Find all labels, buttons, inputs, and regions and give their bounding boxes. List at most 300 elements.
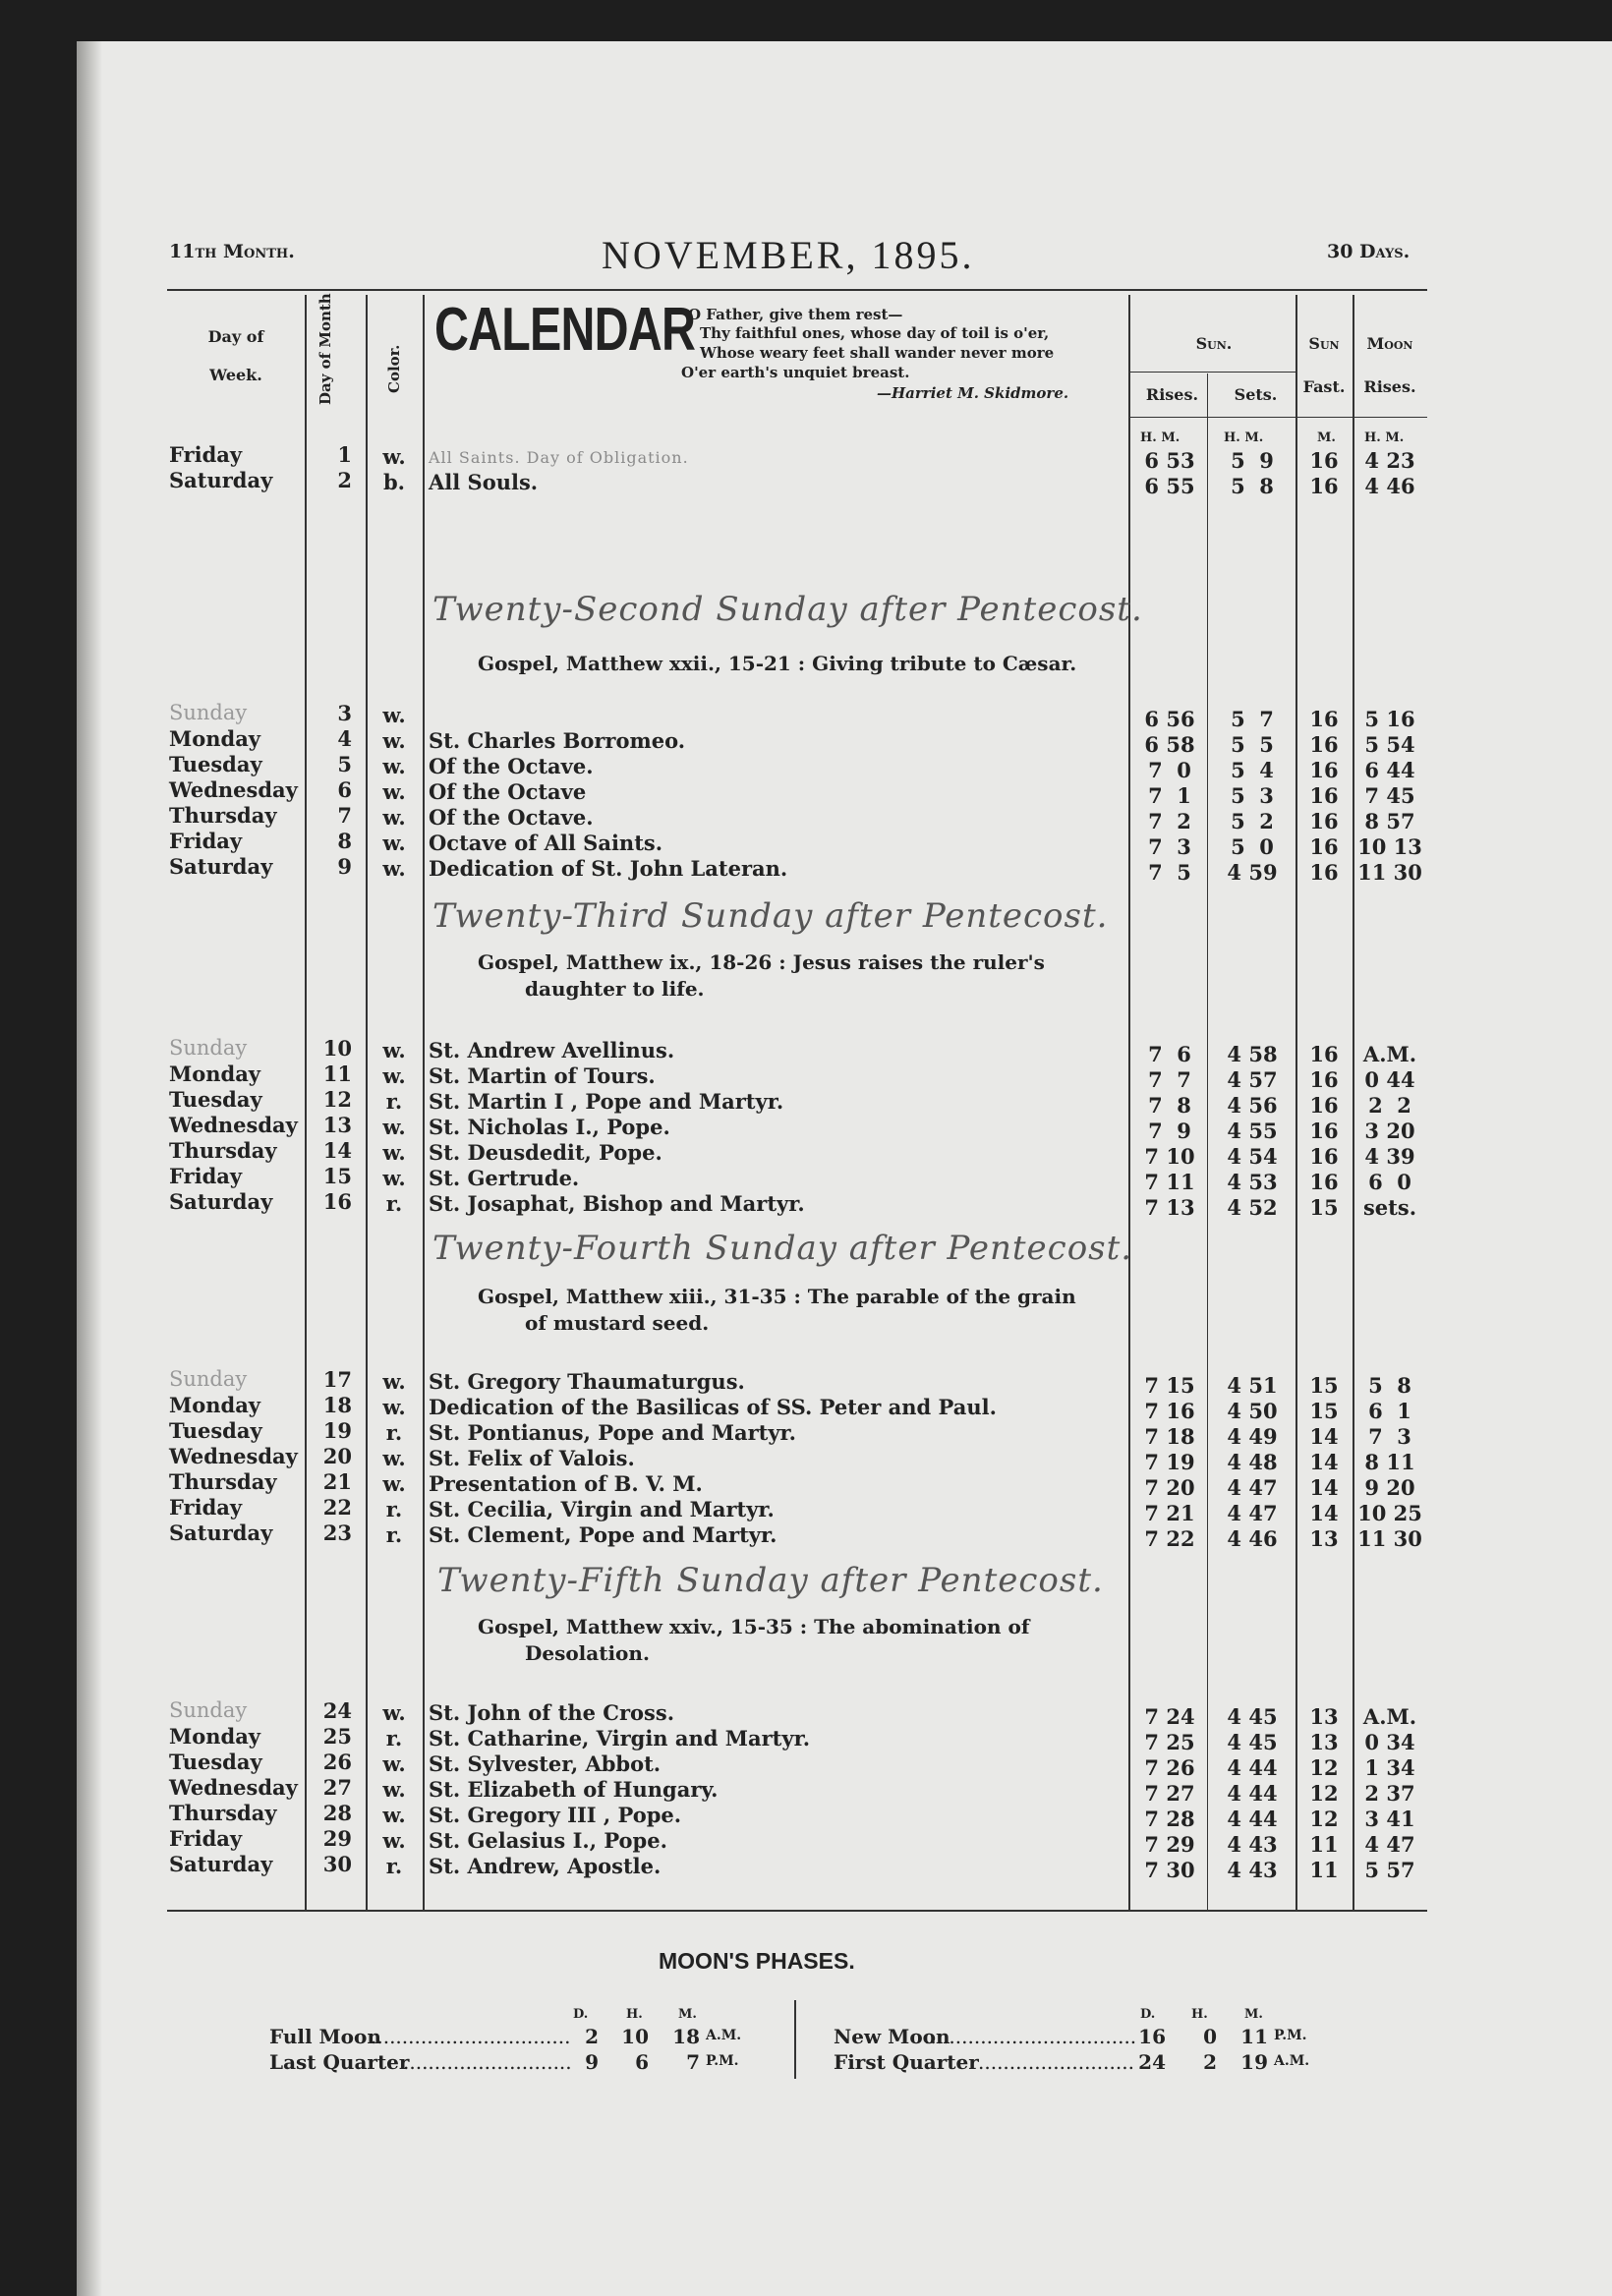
moonrise-cell: 5 57 [1364, 1858, 1415, 1882]
sun-fast-cell: 12 [1309, 1807, 1339, 1831]
sun-fast-cell: 11 [1309, 1832, 1339, 1857]
moonrise-cell: 0 34 [1364, 1730, 1415, 1754]
sunrise-cell: 6 58 [1144, 732, 1195, 757]
header-rule [167, 289, 1427, 291]
feast-cell: St. Andrew Avellinus. [429, 1038, 675, 1062]
moonrise-cell: 10 13 [1357, 834, 1422, 859]
phase-day: 2 [585, 2025, 599, 2048]
sunset-cell: 5 2 [1231, 809, 1274, 833]
feast-cell: St. Gertrude. [429, 1166, 580, 1190]
color-cell: w. [382, 856, 406, 881]
sunday-title: Twenty-Fourth Sunday after Pentecost. [432, 1229, 1133, 1268]
phases-divider [794, 2000, 796, 2079]
sunset-cell: 5 3 [1231, 783, 1274, 808]
sun-fast-cell: 16 [1309, 834, 1339, 859]
gospel-line: Gospel, Matthew xiii., 31-35 : The parable of the grain [478, 1285, 1076, 1308]
day-of-month-cell: 25 [322, 1724, 352, 1749]
color-cell: w. [382, 1803, 406, 1827]
units-fast: M. [1317, 430, 1336, 445]
gospel-line: Gospel, Matthew xxii., 15-21 : Giving tribute to Cæsar. [478, 652, 1077, 675]
col-sun-sets: Sets. [1234, 385, 1278, 404]
sun-fast-cell: 12 [1309, 1755, 1339, 1780]
weekday-cell: Thursday [169, 1469, 277, 1494]
phases-col-h-right: H. [1191, 2007, 1208, 2022]
sunrise-cell: 6 55 [1144, 474, 1195, 498]
month-number: 11th Month. [169, 241, 295, 262]
color-cell: w. [382, 728, 406, 753]
sun-fast-cell: 16 [1309, 1144, 1339, 1169]
units-moon: H. M. [1364, 430, 1405, 445]
moonrise-cell: 4 46 [1364, 474, 1415, 498]
color-cell: w. [382, 703, 406, 727]
feast-cell: Of the Octave. [429, 805, 594, 830]
col-moon-line2: Rises. [1363, 377, 1416, 396]
sunrise-cell: 7 26 [1144, 1755, 1195, 1780]
feast-cell: St. Martin I , Pope and Martyr. [429, 1089, 784, 1114]
sun-fast-cell: 16 [1309, 1067, 1339, 1092]
phases-col-d-left: D. [573, 2007, 589, 2022]
weekday-cell: Wednesday [169, 1444, 298, 1468]
sun-fast-cell: 16 [1309, 1170, 1339, 1194]
day-of-month-cell: 2 [337, 468, 352, 492]
moonrise-cell: 2 37 [1364, 1781, 1415, 1806]
weekday-cell: Wednesday [169, 1113, 298, 1137]
day-of-month-cell: 24 [322, 1698, 352, 1723]
col-day-of-week-line2: Week. [209, 366, 262, 384]
sunset-cell: 4 44 [1227, 1807, 1278, 1831]
sun-fast-cell: 16 [1309, 707, 1339, 731]
weekday-cell: Thursday [169, 1801, 277, 1825]
leader-dots: ......................... [978, 2050, 1134, 2074]
sun-fast-cell: 16 [1309, 448, 1339, 473]
day-of-month-cell: 6 [337, 777, 352, 802]
sunset-cell: 4 52 [1227, 1195, 1278, 1220]
phase-name: Last Quarter [269, 2050, 410, 2074]
sunset-cell: 4 58 [1227, 1042, 1278, 1066]
gospel-line: Gospel, Matthew xxiv., 15-35 : The abomination of [478, 1615, 1030, 1638]
weekday-cell: Tuesday [169, 1750, 262, 1774]
weekday-cell: Tuesday [169, 752, 262, 776]
moonrise-cell: 3 41 [1364, 1807, 1415, 1831]
phase-hour: 6 [635, 2050, 649, 2074]
weekday-cell: Saturday [169, 1521, 273, 1545]
col-sun-fast-line1: Sun [1308, 334, 1340, 353]
feast-cell: St. Elizabeth of Hungary. [429, 1777, 719, 1802]
sunset-cell: 5 9 [1231, 448, 1274, 473]
sun-fast-cell: 15 [1309, 1373, 1339, 1398]
sun-fast-cell: 14 [1309, 1450, 1339, 1474]
day-of-month-cell: 19 [322, 1418, 352, 1443]
phase-name: New Moon [834, 2025, 950, 2048]
sun-fast-cell: 16 [1309, 758, 1339, 782]
phase-name: First Quarter [834, 2050, 979, 2074]
weekday-cell: Wednesday [169, 777, 298, 802]
sun-fast-cell: 13 [1309, 1730, 1339, 1754]
color-cell: w. [382, 1369, 406, 1394]
sunrise-cell: 7 8 [1148, 1093, 1191, 1118]
sun-fast-cell: 16 [1309, 1042, 1339, 1066]
weekday-cell: Friday [169, 1164, 243, 1188]
color-cell: r. [385, 1726, 403, 1751]
gospel-line: daughter to life. [525, 977, 705, 1001]
sunrise-cell: 7 11 [1144, 1170, 1195, 1194]
table-header-rule [1130, 417, 1427, 418]
sunset-cell: 4 53 [1227, 1170, 1278, 1194]
color-cell: w. [382, 1446, 406, 1470]
day-of-month-cell: 23 [322, 1521, 352, 1545]
sunrise-cell: 6 53 [1144, 448, 1195, 473]
sunset-cell: 4 50 [1227, 1399, 1278, 1423]
phase-name: Full Moon [269, 2025, 381, 2048]
feast-cell: St. Gregory Thaumaturgus. [429, 1369, 745, 1394]
sun-fast-cell: 16 [1309, 1119, 1339, 1143]
moonrise-cell: 3 20 [1364, 1119, 1415, 1143]
sunset-cell: 5 4 [1231, 758, 1274, 782]
phase-minute: 19 [1240, 2050, 1268, 2074]
color-cell: r. [385, 1522, 403, 1547]
sunset-cell: 4 49 [1227, 1424, 1278, 1449]
color-cell: w. [382, 754, 406, 778]
weekday-cell: Thursday [169, 1138, 277, 1163]
moonrise-cell: 4 47 [1364, 1832, 1415, 1857]
sun-fast-cell: 15 [1309, 1399, 1339, 1423]
moonrise-cell: 7 3 [1368, 1424, 1411, 1449]
day-of-month-cell: 17 [322, 1367, 352, 1392]
sunset-cell: 4 56 [1227, 1093, 1278, 1118]
sunset-cell: 4 47 [1227, 1501, 1278, 1525]
moonrise-cell: 7 45 [1364, 783, 1415, 808]
page-spine-shadow [77, 41, 102, 2296]
col-sun-rises: Rises. [1145, 385, 1199, 404]
day-of-month-cell: 11 [322, 1062, 352, 1086]
moonrise-cell: 0 44 [1364, 1067, 1415, 1092]
feast-cell: St. Josaphat, Bishop and Martyr. [429, 1191, 805, 1216]
weekday-cell: Friday [169, 1826, 243, 1851]
weekday-cell: Wednesday [169, 1775, 298, 1800]
sunset-cell: 4 46 [1227, 1526, 1278, 1551]
feast-cell: St. Pontianus, Pope and Martyr. [429, 1420, 796, 1445]
sunrise-cell: 7 16 [1144, 1399, 1195, 1423]
day-of-month-cell: 20 [322, 1444, 352, 1468]
color-cell: r. [385, 1420, 403, 1445]
day-of-month-cell: 4 [337, 726, 352, 751]
day-of-month-cell: 12 [322, 1087, 352, 1112]
feast-cell: Of the Octave [429, 779, 587, 804]
feast-cell: Dedication of the Basilicas of SS. Peter and Paul. [429, 1395, 997, 1419]
phase-day: 24 [1138, 2050, 1166, 2074]
sun-fast-cell: 15 [1309, 1195, 1339, 1220]
sunrise-cell: 7 29 [1144, 1832, 1195, 1857]
color-cell: w. [382, 1700, 406, 1725]
moonrise-cell: 11 30 [1357, 860, 1422, 885]
col-color: Color. [385, 344, 403, 393]
phases-col-h-left: H. [626, 2007, 643, 2022]
sunset-cell: 4 43 [1227, 1832, 1278, 1857]
sun-fast-cell: 14 [1309, 1501, 1339, 1525]
color-cell: w. [382, 444, 406, 469]
day-of-month-cell: 21 [322, 1469, 352, 1494]
feast-cell: St. Deusdedit, Pope. [429, 1140, 662, 1165]
sunset-cell: 4 44 [1227, 1781, 1278, 1806]
sunset-cell: 4 45 [1227, 1704, 1278, 1729]
sun-fast-cell: 14 [1309, 1475, 1339, 1500]
moonrise-cell: 4 39 [1364, 1144, 1415, 1169]
moonrise-cell: 8 57 [1364, 809, 1415, 833]
color-cell: b. [383, 470, 405, 494]
weekday-cell: Thursday [169, 803, 277, 828]
phases-col-m-right: M. [1244, 2007, 1263, 2022]
sunday-title: Twenty-Third Sunday after Pentecost. [432, 896, 1109, 936]
day-of-month-cell: 30 [322, 1852, 352, 1876]
sun-fast-cell: 16 [1309, 860, 1339, 885]
weekday-cell: Saturday [169, 854, 273, 879]
units-sets: H. M. [1224, 430, 1264, 445]
day-of-month-cell: 9 [337, 854, 352, 879]
feast-cell: All Souls. [429, 470, 539, 494]
gospel-line: Desolation. [525, 1641, 650, 1665]
phase-day: 16 [1138, 2025, 1166, 2048]
sunrise-cell: 7 25 [1144, 1730, 1195, 1754]
weekday-cell: Tuesday [169, 1418, 262, 1443]
sunset-cell: 4 55 [1227, 1119, 1278, 1143]
sunset-cell: 4 44 [1227, 1755, 1278, 1780]
sun-fast-cell: 16 [1309, 809, 1339, 833]
color-cell: w. [382, 1828, 406, 1853]
sunset-cell: 5 8 [1231, 474, 1274, 498]
sunset-cell: 4 47 [1227, 1475, 1278, 1500]
moonrise-cell: A.M. [1362, 1704, 1417, 1729]
color-cell: w. [382, 1140, 406, 1165]
moonrise-cell: 1 34 [1364, 1755, 1415, 1780]
feast-cell: St. Sylvester, Abbot. [429, 1751, 662, 1776]
col-day-of-month: Day of Month [317, 293, 334, 405]
poem-line-1: O Father, give them rest— [688, 306, 903, 323]
phases-col-d-right: D. [1140, 2007, 1156, 2022]
moonrise-cell: 5 54 [1364, 732, 1415, 757]
sunrise-cell: 7 19 [1144, 1450, 1195, 1474]
color-cell: w. [382, 1166, 406, 1190]
sunrise-cell: 6 56 [1144, 707, 1195, 731]
day-of-month-cell: 5 [337, 752, 352, 776]
sunset-cell: 4 45 [1227, 1730, 1278, 1754]
day-of-month-cell: 29 [322, 1826, 352, 1851]
feast-cell: St. Gelasius I., Pope. [429, 1828, 667, 1853]
poem-line-2: Thy faithful ones, whose day of toil is o'er, [700, 324, 1050, 342]
moonrise-cell: 9 20 [1364, 1475, 1415, 1500]
sunrise-cell: 7 20 [1144, 1475, 1195, 1500]
feast-cell: Octave of All Saints. [429, 831, 663, 855]
sunrise-cell: 7 18 [1144, 1424, 1195, 1449]
sunrise-cell: 7 24 [1144, 1704, 1195, 1729]
sunrise-cell: 7 27 [1144, 1781, 1195, 1806]
feast-cell: Dedication of St. John Lateran. [429, 856, 788, 881]
phase-hour: 2 [1203, 2050, 1217, 2074]
sunrise-cell: 7 5 [1148, 860, 1191, 885]
weekday-cell: Saturday [169, 468, 273, 492]
moonrise-cell: 10 25 [1357, 1501, 1422, 1525]
feast-cell: St. Clement, Pope and Martyr. [429, 1522, 777, 1547]
day-of-month-cell: 26 [322, 1750, 352, 1774]
phases-col-m-left: M. [678, 2007, 697, 2022]
col-sun: Sun. [1195, 334, 1233, 353]
day-of-month-cell: 18 [322, 1393, 352, 1417]
weekday-cell: Tuesday [169, 1087, 262, 1112]
feast-cell: All Saints. Day of Obligation. [429, 448, 689, 467]
color-cell: w. [382, 1751, 406, 1776]
col-sun-fast-line2: Fast. [1302, 377, 1346, 396]
moonrise-cell: 11 30 [1357, 1526, 1422, 1551]
day-of-month-cell: 16 [322, 1189, 352, 1214]
color-cell: w. [382, 1038, 406, 1062]
poem-line-4: O'er earth's unquiet breast. [681, 364, 910, 381]
sun-fast-cell: 13 [1309, 1704, 1339, 1729]
feast-cell: St. Nicholas I., Pope. [429, 1115, 670, 1139]
sunrise-cell: 7 1 [1148, 783, 1191, 808]
moonrise-cell: 6 1 [1368, 1399, 1411, 1423]
sunset-cell: 4 51 [1227, 1373, 1278, 1398]
phase-minute: 18 [672, 2025, 700, 2048]
phase-hour: 10 [621, 2025, 649, 2048]
feast-cell: St. Martin of Tours. [429, 1063, 656, 1088]
poem-line-3: Whose weary feet shall wander never more [700, 344, 1055, 362]
sunrise-cell: 7 7 [1148, 1067, 1191, 1092]
sunset-cell: 5 5 [1231, 732, 1274, 757]
day-of-month-cell: 8 [337, 829, 352, 853]
phase-hour: 0 [1203, 2025, 1217, 2048]
units-rises: H. M. [1140, 430, 1180, 445]
weekday-cell: Sunday [169, 701, 248, 724]
feast-cell: St. Andrew, Apostle. [429, 1854, 662, 1878]
sunset-cell: 4 54 [1227, 1144, 1278, 1169]
sunset-cell: 5 0 [1231, 834, 1274, 859]
sunrise-cell: 7 28 [1144, 1807, 1195, 1831]
feast-cell: St. John of the Cross. [429, 1700, 675, 1725]
sun-fast-cell: 16 [1309, 783, 1339, 808]
sun-fast-cell: 11 [1309, 1858, 1339, 1882]
weekday-cell: Monday [169, 726, 261, 751]
moonrise-cell: 5 8 [1368, 1373, 1411, 1398]
moonrise-cell: A.M. [1362, 1042, 1417, 1066]
moon-phases-title: MOON'S PHASES. [659, 1948, 855, 1974]
color-cell: r. [385, 1191, 403, 1216]
sunrise-cell: 7 9 [1148, 1119, 1191, 1143]
moonrise-cell: 2 2 [1368, 1093, 1411, 1118]
sunrise-cell: 7 0 [1148, 758, 1191, 782]
sunrise-cell: 7 2 [1148, 809, 1191, 833]
phase-ampm: A.M. [1274, 2053, 1310, 2069]
color-cell: r. [385, 1497, 403, 1521]
moonrise-cell: 6 44 [1364, 758, 1415, 782]
feast-cell: Of the Octave. [429, 754, 594, 778]
sunrise-cell: 7 13 [1144, 1195, 1195, 1220]
color-cell: w. [382, 1471, 406, 1496]
feast-cell: St. Cecilia, Virgin and Martyr. [429, 1497, 775, 1521]
leader-dots: ................................ [371, 2025, 571, 2048]
sun-fast-cell: 16 [1309, 1093, 1339, 1118]
table-bottom-rule [167, 1910, 1427, 1912]
sunrise-cell: 7 22 [1144, 1526, 1195, 1551]
weekday-cell: Monday [169, 1393, 261, 1417]
color-cell: w. [382, 1063, 406, 1088]
rule-after-color [423, 295, 425, 1912]
feast-cell: St. Catharine, Virgin and Martyr. [429, 1726, 811, 1751]
sunrise-cell: 7 30 [1144, 1858, 1195, 1882]
sun-subheader-rule [1130, 372, 1295, 373]
gospel-line: of mustard seed. [525, 1311, 710, 1335]
color-cell: r. [385, 1854, 403, 1878]
weekday-cell: Sunday [169, 1367, 248, 1391]
sunset-cell: 4 59 [1227, 860, 1278, 885]
sunrise-cell: 7 6 [1148, 1042, 1191, 1066]
color-cell: w. [382, 805, 406, 830]
sunrise-cell: 7 3 [1148, 834, 1191, 859]
day-of-month-cell: 1 [337, 442, 352, 467]
weekday-cell: Monday [169, 1724, 261, 1749]
moonrise-cell: 6 0 [1368, 1170, 1411, 1194]
feast-cell: St. Gregory III , Pope. [429, 1803, 682, 1827]
sunset-cell: 5 7 [1231, 707, 1274, 731]
weekday-cell: Monday [169, 1062, 261, 1086]
day-of-month-cell: 14 [322, 1138, 352, 1163]
weekday-cell: Friday [169, 442, 243, 467]
day-of-month-cell: 28 [322, 1801, 352, 1825]
color-cell: r. [385, 1089, 403, 1114]
sun-fast-cell: 16 [1309, 474, 1339, 498]
phase-ampm: A.M. [706, 2028, 742, 2043]
page-title: NOVEMBER, 1895. [602, 233, 975, 277]
sun-fast-cell: 12 [1309, 1781, 1339, 1806]
days-count: 30 Days. [1327, 241, 1410, 262]
weekday-cell: Saturday [169, 1852, 273, 1876]
feast-cell: St. Charles Borromeo. [429, 728, 686, 753]
phase-day: 9 [585, 2050, 599, 2074]
sunset-cell: 4 48 [1227, 1450, 1278, 1474]
sunday-title: Twenty-Fifth Sunday after Pentecost. [437, 1561, 1104, 1600]
leader-dots: ........................... [403, 2050, 572, 2074]
color-cell: w. [382, 831, 406, 855]
weekday-cell: Sunday [169, 1036, 248, 1060]
sunset-cell: 4 57 [1227, 1067, 1278, 1092]
day-of-month-cell: 22 [322, 1495, 352, 1520]
rule-after-day [366, 295, 368, 1912]
weekday-cell: Friday [169, 1495, 243, 1520]
leader-dots: .................................. [924, 2025, 1137, 2048]
feast-cell: St. Felix of Valois. [429, 1446, 635, 1470]
day-of-month-cell: 10 [322, 1036, 352, 1061]
day-of-month-cell: 15 [322, 1164, 352, 1188]
sunrise-cell: 7 15 [1144, 1373, 1195, 1398]
sunset-cell: 4 43 [1227, 1858, 1278, 1882]
color-cell: w. [382, 1115, 406, 1139]
day-of-month-cell: 13 [322, 1113, 352, 1137]
calendar-heading: CALENDAR [434, 296, 696, 364]
day-of-month-cell: 7 [337, 803, 352, 828]
phase-minute: 7 [686, 2050, 700, 2074]
sunday-title: Twenty-Second Sunday after Pentecost. [432, 590, 1143, 629]
color-cell: w. [382, 1395, 406, 1419]
moonrise-cell: 8 11 [1364, 1450, 1415, 1474]
phase-minute: 11 [1240, 2025, 1268, 2048]
day-of-month-cell: 27 [322, 1775, 352, 1800]
moonrise-cell: 5 16 [1364, 707, 1415, 731]
col-day-of-week-line1: Day of [207, 327, 264, 346]
moonrise-cell: sets. [1362, 1195, 1417, 1220]
feast-cell: Presentation of B. V. M. [429, 1471, 703, 1496]
phase-ampm: P.M. [706, 2053, 739, 2069]
col-moon-line1: Moon [1366, 334, 1413, 353]
weekday-cell: Sunday [169, 1698, 248, 1722]
gospel-line: Gospel, Matthew ix., 18-26 : Jesus raises the ruler's [478, 950, 1045, 974]
